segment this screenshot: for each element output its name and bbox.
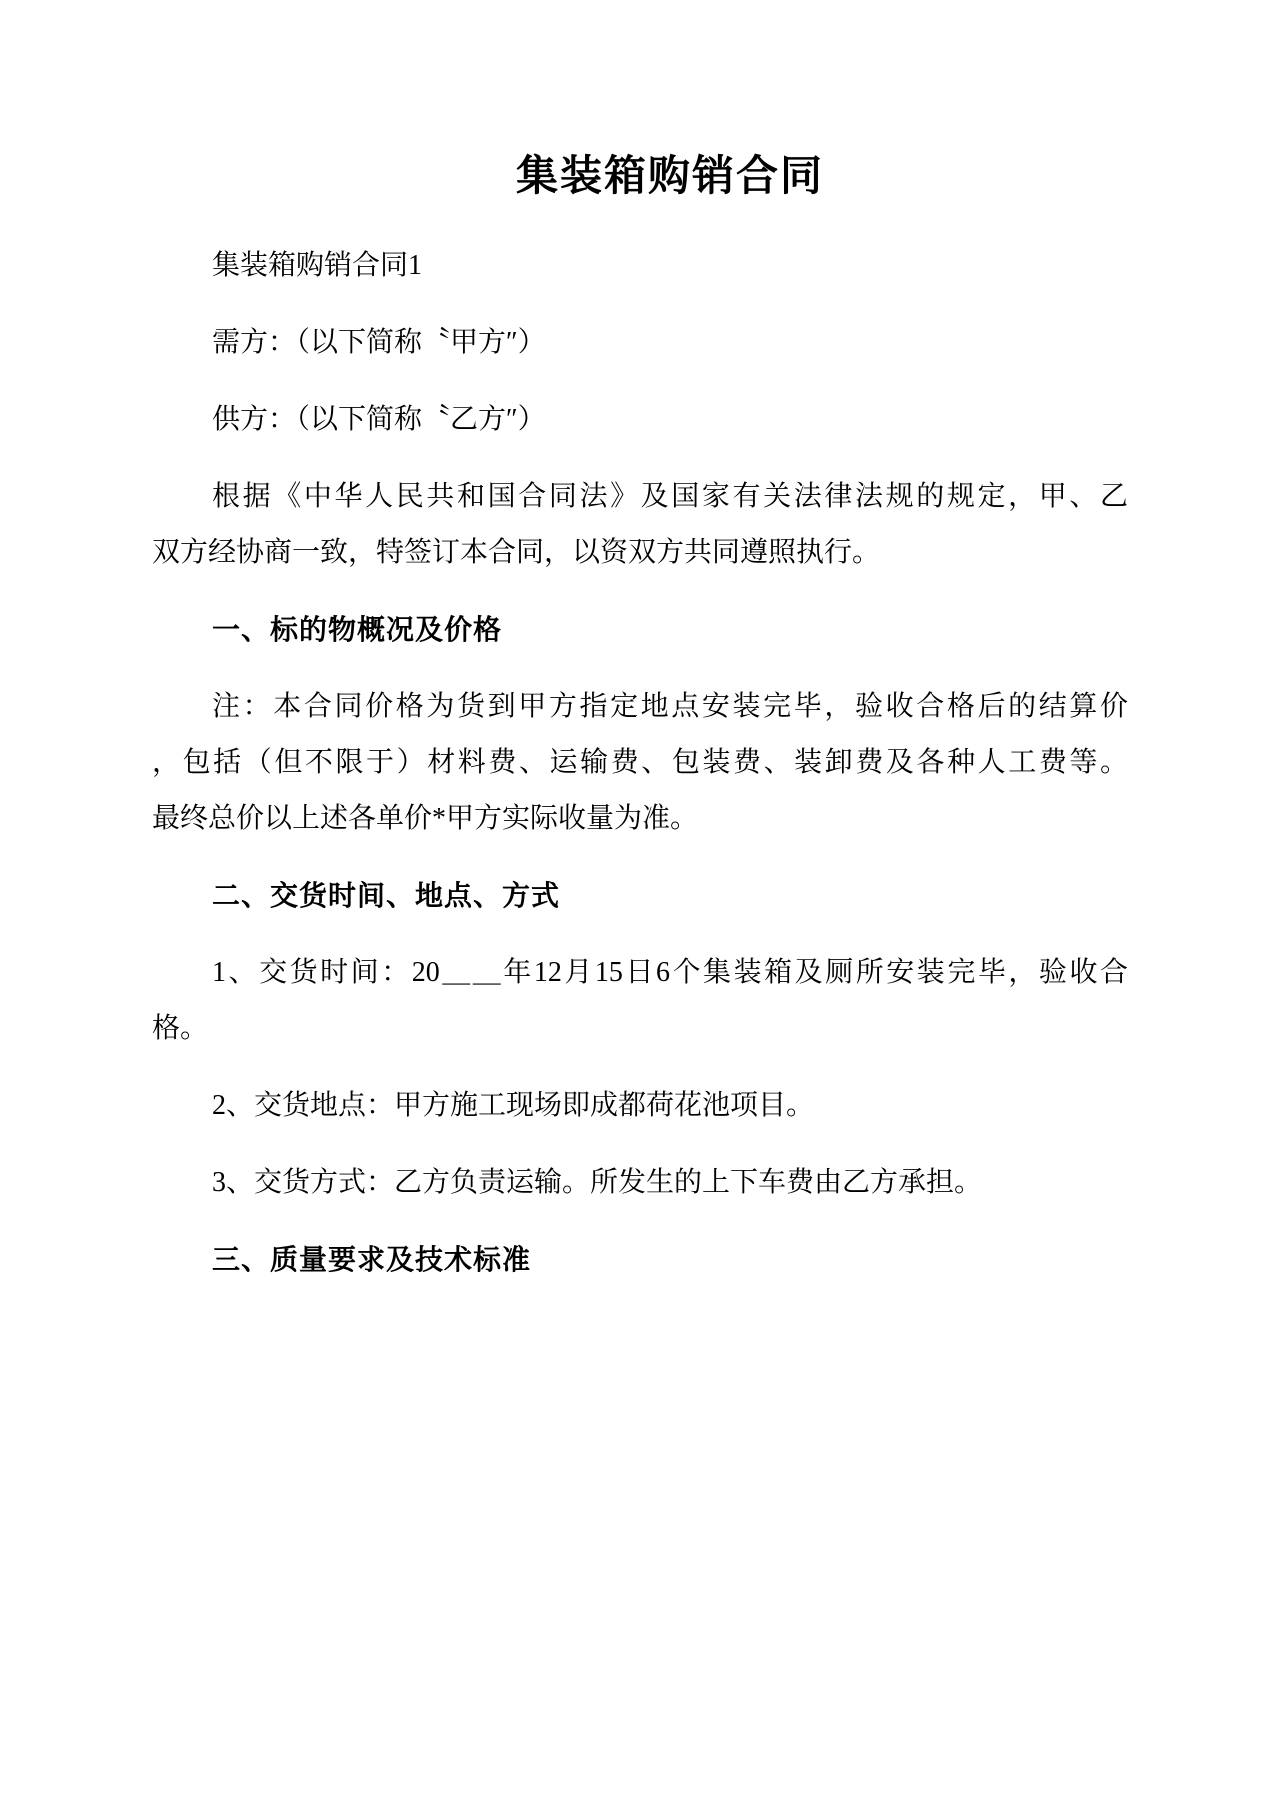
- paragraph: [152, 238, 1128, 294]
- text-line: ，包括（但不限于）材料费、运输费、包装费、装卸费及各种人工费等。: [152, 747, 1128, 778]
- text-line: 二、交货时间、地点、方式: [212, 880, 561, 911]
- paragraph: [152, 315, 1128, 371]
- document-body: [152, 207, 1128, 1288]
- text-line: 2、交货地点：甲方施工现场即成都荷花池项目。: [212, 1090, 815, 1121]
- text-line: 根据《中华人民共和国合同法》及国家有关法律法规的规定，甲、乙: [212, 481, 1128, 512]
- document-title: 集装箱购销合同: [515, 152, 824, 199]
- contract-document-page: [0, 145, 1275, 1795]
- text-line: 需方：（以下简称〝甲方″）: [212, 327, 546, 358]
- text-line: 最终总价以上述各单价*甲方实际收量为准。: [152, 803, 699, 834]
- paragraph: [152, 679, 1128, 847]
- section-heading: [152, 1232, 1128, 1288]
- text-line: 一、标的物概况及价格: [212, 614, 503, 645]
- paragraph: [152, 392, 1128, 448]
- paragraph: [152, 1155, 1128, 1211]
- text-line: 1、交货时间：20＿＿年12月15日6个集装箱及厕所安装完毕，验收合: [212, 957, 1128, 988]
- paragraph: [152, 469, 1128, 581]
- text-line: 3、交货方式：乙方负责运输。所发生的上下车费由乙方承担。: [212, 1167, 983, 1198]
- text-line: 三、质量要求及技术标准: [212, 1244, 532, 1275]
- paragraph: [152, 945, 1128, 1057]
- section-heading: [152, 602, 1128, 658]
- text-line: 格。: [152, 1013, 209, 1044]
- text-line: 供方：（以下简称〝乙方″）: [212, 404, 546, 435]
- text-line: 集装箱购销合同1: [212, 250, 423, 281]
- text-line: 双方经协商一致，特签订本合同，以资双方共同遵照执行。: [152, 537, 881, 568]
- paragraph: [152, 1078, 1128, 1134]
- text-line: 注：本合同价格为货到甲方指定地点安装完毕，验收合格后的结算价: [212, 691, 1128, 722]
- section-heading: [152, 868, 1128, 924]
